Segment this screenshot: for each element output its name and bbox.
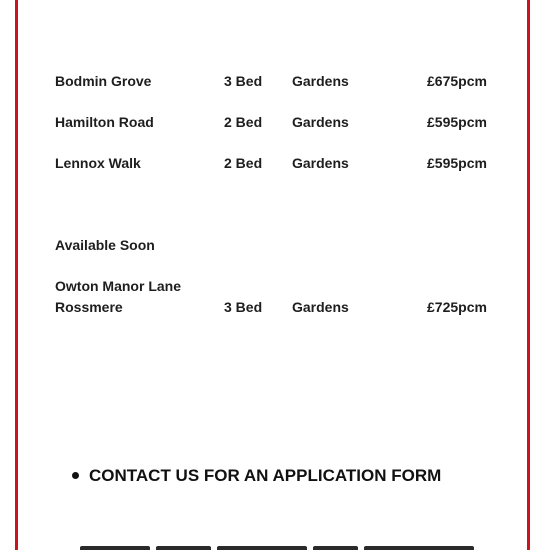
- soon-listing-street: Owton Manor Lane: [55, 278, 181, 294]
- listing-price: £595pcm: [427, 114, 487, 130]
- bullet-icon: [72, 472, 79, 479]
- cropped-text-line: [80, 542, 480, 550]
- red-border-right: [527, 0, 530, 550]
- listing-feature: Gardens: [292, 73, 349, 89]
- contact-callout: [72, 465, 441, 487]
- soon-listing-feature: Gardens: [292, 299, 349, 315]
- listing-feature: Gardens: [292, 114, 349, 130]
- listing-street: Bodmin Grove: [55, 73, 152, 89]
- listing-feature: Gardens: [292, 155, 349, 171]
- contact-text: CONTACT US FOR AN APPLICATION FORM: [89, 466, 442, 485]
- available-soon-heading: Available Soon: [55, 237, 155, 253]
- listing-street: Lennox Walk: [55, 155, 141, 171]
- listing-beds: 3 Bed: [224, 73, 263, 89]
- listing-price: £595pcm: [427, 155, 487, 171]
- soon-listing-area: Rossmere: [55, 299, 123, 315]
- listing-beds: 2 Bed: [224, 155, 263, 171]
- listing-street: Hamilton Road: [55, 114, 154, 130]
- listing-beds: 2 Bed: [224, 114, 263, 130]
- red-border-left: [15, 0, 18, 550]
- soon-listing-price: £725pcm: [427, 299, 487, 315]
- soon-listing-beds: 3 Bed: [224, 299, 263, 315]
- listing-price: £675pcm: [427, 73, 487, 89]
